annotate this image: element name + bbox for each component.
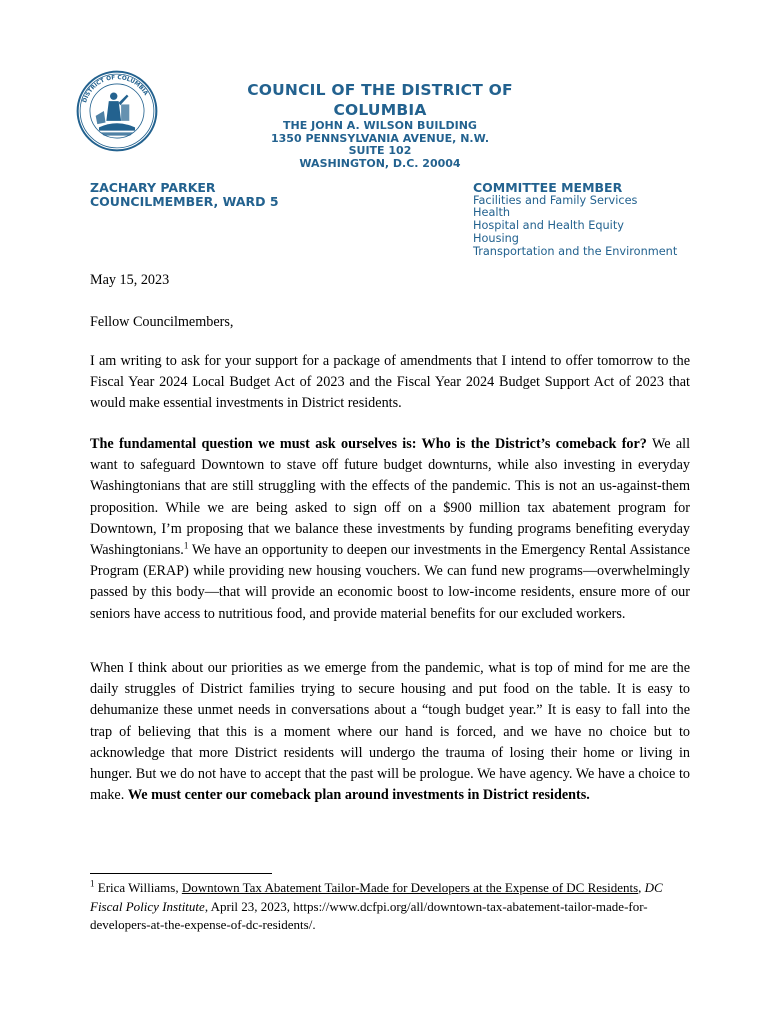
- committee-item: Health: [473, 206, 511, 220]
- district-seal-icon: [76, 70, 158, 152]
- key-question: The fundamental question we must ask ourselves is: Who is the District’s comeback for?: [90, 436, 647, 452]
- sender-block: [90, 181, 279, 208]
- building-name: THE JOHN A. WILSON BUILDING: [283, 119, 477, 132]
- footnote-number: 1: [90, 878, 95, 889]
- council-name: COUNCIL OF THE DISTRICT OF COLUMBIA: [247, 81, 513, 119]
- closing-statement: We must center our comeback plan around investments in District residents.: [127, 787, 590, 804]
- footnote: [90, 879, 690, 935]
- footnote-citation: , April 23, 2023, https://www.dcfpi.org/all/downtown-tax-abatement-tailor-made-for-developers-at-the-expense-of-dc-residents/.: [90, 898, 648, 933]
- paragraph-intro: I am writing to ask for your support for a package of amendments that I intend to offer tomorrow to the Fiscal Year 2024 Local Budget Act of 2023 and the Fiscal Year 2024 Budget Support Act of 2023 that would make essential investments in District residents.: [90, 353, 690, 412]
- footnote-publisher: DC Fiscal Policy Institute: [90, 880, 663, 914]
- sender-title: COUNCILMEMBER, WARD 5: [90, 193, 279, 209]
- committee-item: Hospital and Health Equity: [473, 219, 624, 233]
- footnote-reference[interactable]: 1: [183, 540, 189, 551]
- paragraph-text: We have an opportunity to deepen our investments in the Emergency Rental Assistance Program (ERAP) while providing new housing vouchers. We can fund new programs—overwhelmingly passed by this body—that will provide an economic boost to low-income residents, ensure more of our seniors have access to nutritious food, and provide material benefits for our excluded workers.: [90, 542, 690, 622]
- footnote-separator: ,: [638, 880, 645, 895]
- seal-text: DISTRICT OF COLUMBIA: [82, 74, 149, 104]
- committee-item: Transportation and the Environment: [473, 244, 678, 258]
- committee-list: [473, 181, 677, 258]
- committee-item: Facilities and Family Services: [473, 193, 638, 207]
- letter-date: May 15, 2023: [90, 272, 170, 288]
- city-address: WASHINGTON, D.C. 20004: [299, 156, 461, 170]
- committee-heading: COMMITTEE MEMBER: [473, 180, 623, 195]
- footnote-article-link[interactable]: Downtown Tax Abatement Tailor-Made for Developers at the Expense of DC Residents: [181, 880, 639, 895]
- sender-name: ZACHARY PARKER: [90, 180, 216, 195]
- street-address: 1350 PENNSYLVANIA AVENUE, N.W.: [271, 131, 489, 145]
- paragraph-priorities: [90, 658, 690, 806]
- footnote-author: Erica Williams,: [94, 880, 182, 895]
- suite: SUITE 102: [348, 144, 412, 157]
- committee-item: Housing: [473, 231, 519, 245]
- council-header: [200, 80, 560, 170]
- footnote-divider: [90, 873, 272, 874]
- salutation: Fellow Councilmembers,: [90, 314, 234, 330]
- paragraph-text: We all want to safeguard Downtown to stave off future budget downturns, while also investing in everyday Washingtonians that are still struggling with the effects of the pandemic. This is not an us-against-them proposition. While we are being asked to sign off on a $900 million tax abatement program for Downtown, I’m proposing that we balance these investments by funding programs benefiting everyday Washingtonians.: [90, 436, 691, 559]
- paragraph-question: [90, 434, 690, 625]
- paragraph-text: When I think about our priorities as we emerge from the pandemic, what is top of mind for me are the daily struggles of District families trying to secure housing and put food on the table. It is easy to dehumanize these unmet needs in conversations about a “tough budget year.” It is easy to fall into the trap of believing that this is a moment where our hand is forced, and we have no choice but to acknowledge that more District residents will undergo the trauma of losing their home or living in hunger. But we do not have to accept that the past will be prologue. We have agency. We have a choice to make.: [90, 660, 690, 804]
